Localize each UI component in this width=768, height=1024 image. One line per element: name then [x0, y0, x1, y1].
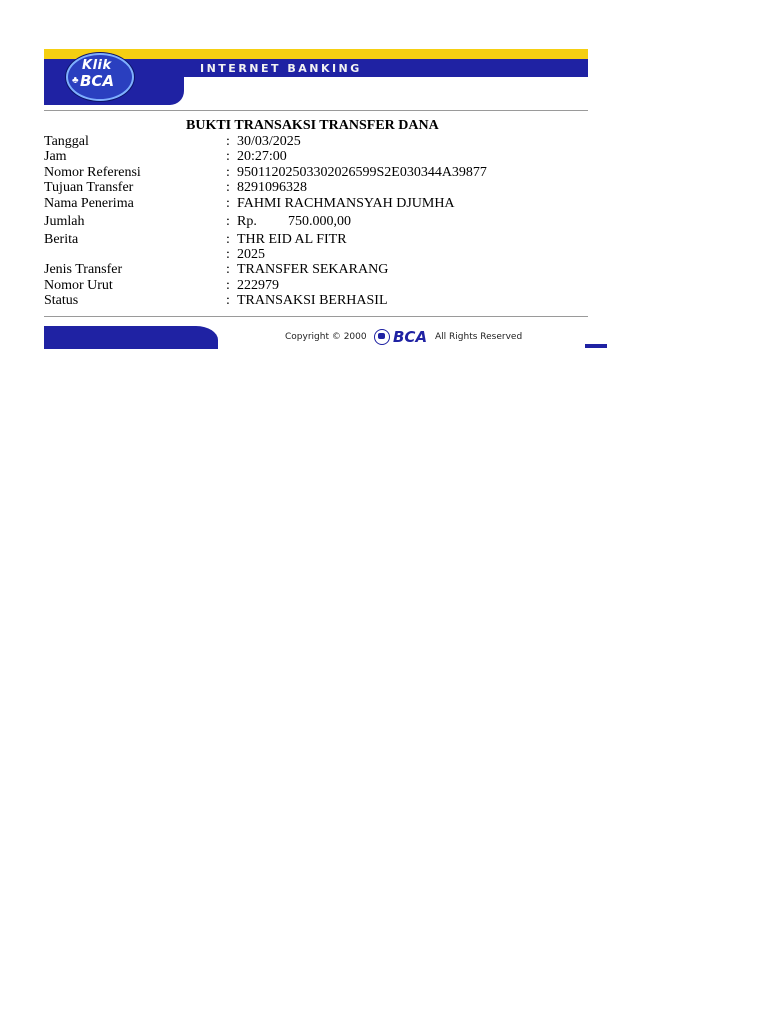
value-nomor-referensi: 95011202503302026599S2E030344A39877: [237, 165, 487, 180]
label-status: Status: [44, 293, 79, 308]
value-jam: 20:27:00: [237, 149, 287, 164]
value-berita-line1: THR EID AL FITR: [237, 232, 347, 247]
currency-label: Rp.: [237, 214, 257, 229]
bca-emblem-icon: ♣: [72, 75, 79, 86]
label-berita: Berita: [44, 232, 79, 247]
value-berita-line2: 2025: [237, 247, 265, 262]
footer-blue-end: [585, 344, 607, 348]
klikbca-logo: [64, 49, 136, 103]
value-tujuan-transfer: 8291096328: [237, 180, 307, 195]
value-jenis-transfer: TRANSFER SEKARANG: [237, 262, 389, 277]
copyright-text: Copyright © 2000: [285, 332, 367, 342]
colon: :: [226, 247, 230, 262]
colon: :: [226, 180, 230, 195]
value-jumlah: 750.000,00: [288, 214, 351, 229]
footer-blue-base: [44, 345, 218, 349]
colon: :: [226, 134, 230, 149]
value-nomor-urut: 222979: [237, 278, 279, 293]
banner-title: INTERNET BANKING: [200, 62, 362, 75]
footer-bca-logo: BCA: [393, 328, 428, 346]
label-jenis-transfer: Jenis Transfer: [44, 262, 123, 277]
colon: :: [226, 262, 230, 277]
label-jam: Jam: [44, 149, 67, 164]
rights-text: All Rights Reserved: [435, 332, 523, 342]
label-jumlah: Jumlah: [44, 214, 85, 229]
label-nomor-referensi: Nomor Referensi: [44, 165, 141, 180]
colon: :: [226, 196, 230, 211]
label-nomor-urut: Nomor Urut: [44, 278, 113, 293]
logo-klik-text: Klik: [82, 58, 112, 73]
label-tanggal: Tanggal: [44, 134, 89, 149]
value-nama-penerima: FAHMI RACHMANSYAH DJUMHA: [237, 196, 455, 211]
colon: :: [226, 214, 230, 229]
label-tujuan-transfer: Tujuan Transfer: [44, 180, 134, 195]
top-divider: [44, 110, 588, 111]
value-status: TRANSAKSI BERHASIL: [237, 293, 388, 308]
colon: :: [226, 293, 230, 308]
colon: :: [226, 232, 230, 247]
label-nama-penerima: Nama Penerima: [44, 196, 134, 211]
receipt-title: BUKTI TRANSAKSI TRANSFER DANA: [186, 118, 439, 133]
logo-bca-text: BCA: [80, 72, 115, 90]
colon: :: [226, 149, 230, 164]
bottom-divider: [44, 316, 588, 317]
colon: :: [226, 278, 230, 293]
bca-emblem-icon: [374, 329, 390, 345]
header-banner: [44, 49, 588, 105]
colon: :: [226, 165, 230, 180]
value-tanggal: 30/03/2025: [237, 134, 301, 149]
